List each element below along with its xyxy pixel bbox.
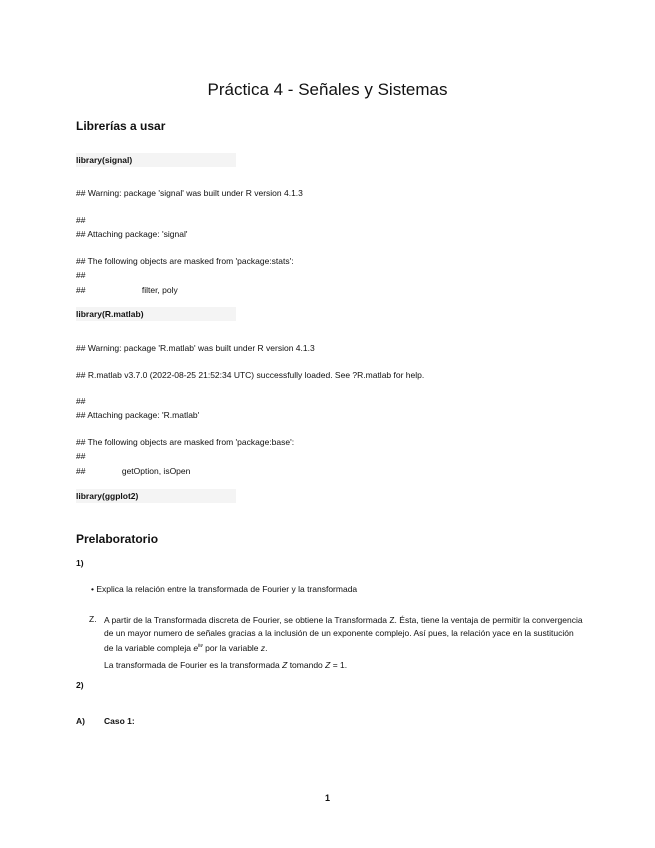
page-title: Práctica 4 - Señales y Sistemas xyxy=(207,80,448,99)
output-rmatlab-masked-line2: ## xyxy=(76,451,86,461)
z-item-marker: Z. xyxy=(89,614,97,624)
output-rmatlab-masked-line3 xyxy=(76,466,190,476)
output-prefix: ## xyxy=(76,466,86,476)
list-item-1-label: 1) xyxy=(76,558,84,568)
output-masked-items: getOption, isOpen xyxy=(121,466,191,476)
output-rmatlab-attach-line1: ## xyxy=(76,396,86,406)
output-rmatlab-masked-line1: ## The following objects are masked from 'package:base': xyxy=(76,437,295,447)
output-rmatlab-attach-line2: ## Attaching package: 'R.matlab' xyxy=(76,410,200,420)
bullet-icon: • xyxy=(91,584,94,594)
z-paragraph-2: La transformada de Fourier es la transformada Z tomando Z = 1. xyxy=(104,660,348,670)
list-item-2-label: 2) xyxy=(76,680,84,690)
output-signal-masked-line1: ## The following objects are masked from 'package:stats': xyxy=(76,256,294,266)
output-signal-attach-line2: ## Attaching package: 'signal' xyxy=(76,229,188,239)
output-signal-masked-line2: ## xyxy=(76,270,86,280)
output-rmatlab-warning: ## Warning: package 'R.matlab' was built under R version 4.1.3 xyxy=(76,343,315,353)
list-item-a-text: Caso 1: xyxy=(104,716,135,726)
output-masked-items: filter, poly xyxy=(141,285,178,295)
output-signal-attach-line1: ## xyxy=(76,215,86,225)
output-signal-warning: ## Warning: package 'signal' was built under R version 4.1.3 xyxy=(76,188,303,198)
output-prefix: ## xyxy=(76,285,86,295)
output-signal-masked-line3 xyxy=(76,285,178,295)
code-block-ggplot2: library(ggplot2) xyxy=(76,489,236,503)
section-heading-prelab: Prelaboratorio xyxy=(76,532,159,546)
code-block-rmatlab: library(R.matlab) xyxy=(76,307,236,321)
list-item-a-label: A) xyxy=(76,716,85,726)
code-block-signal: library(signal) xyxy=(76,153,236,167)
page-number: 1 xyxy=(324,793,330,803)
section-heading-libraries: Librerías a usar xyxy=(76,119,166,133)
output-rmatlab-loaded: ## R.matlab v3.7.0 (2022-08-25 21:52:34 UTC) successfully loaded. See ?R.matlab for help. xyxy=(76,370,425,380)
bullet-text: Explica la relación entre la transformada de Fourier y la transformada xyxy=(96,584,358,594)
bullet-item xyxy=(91,584,357,594)
z-paragraph-1: A partir de la Transformada discreta de Fourier, se obtiene la Transformada Z. Ésta, tiene la ventaja de permitir la convergencia de un mayor numero de señales gracias a la inclusión de un exponente complejo. Así pues, la relación yace en la sustitución de la variable compleja $e^{iw}$ por la variable z. xyxy=(104,615,583,653)
